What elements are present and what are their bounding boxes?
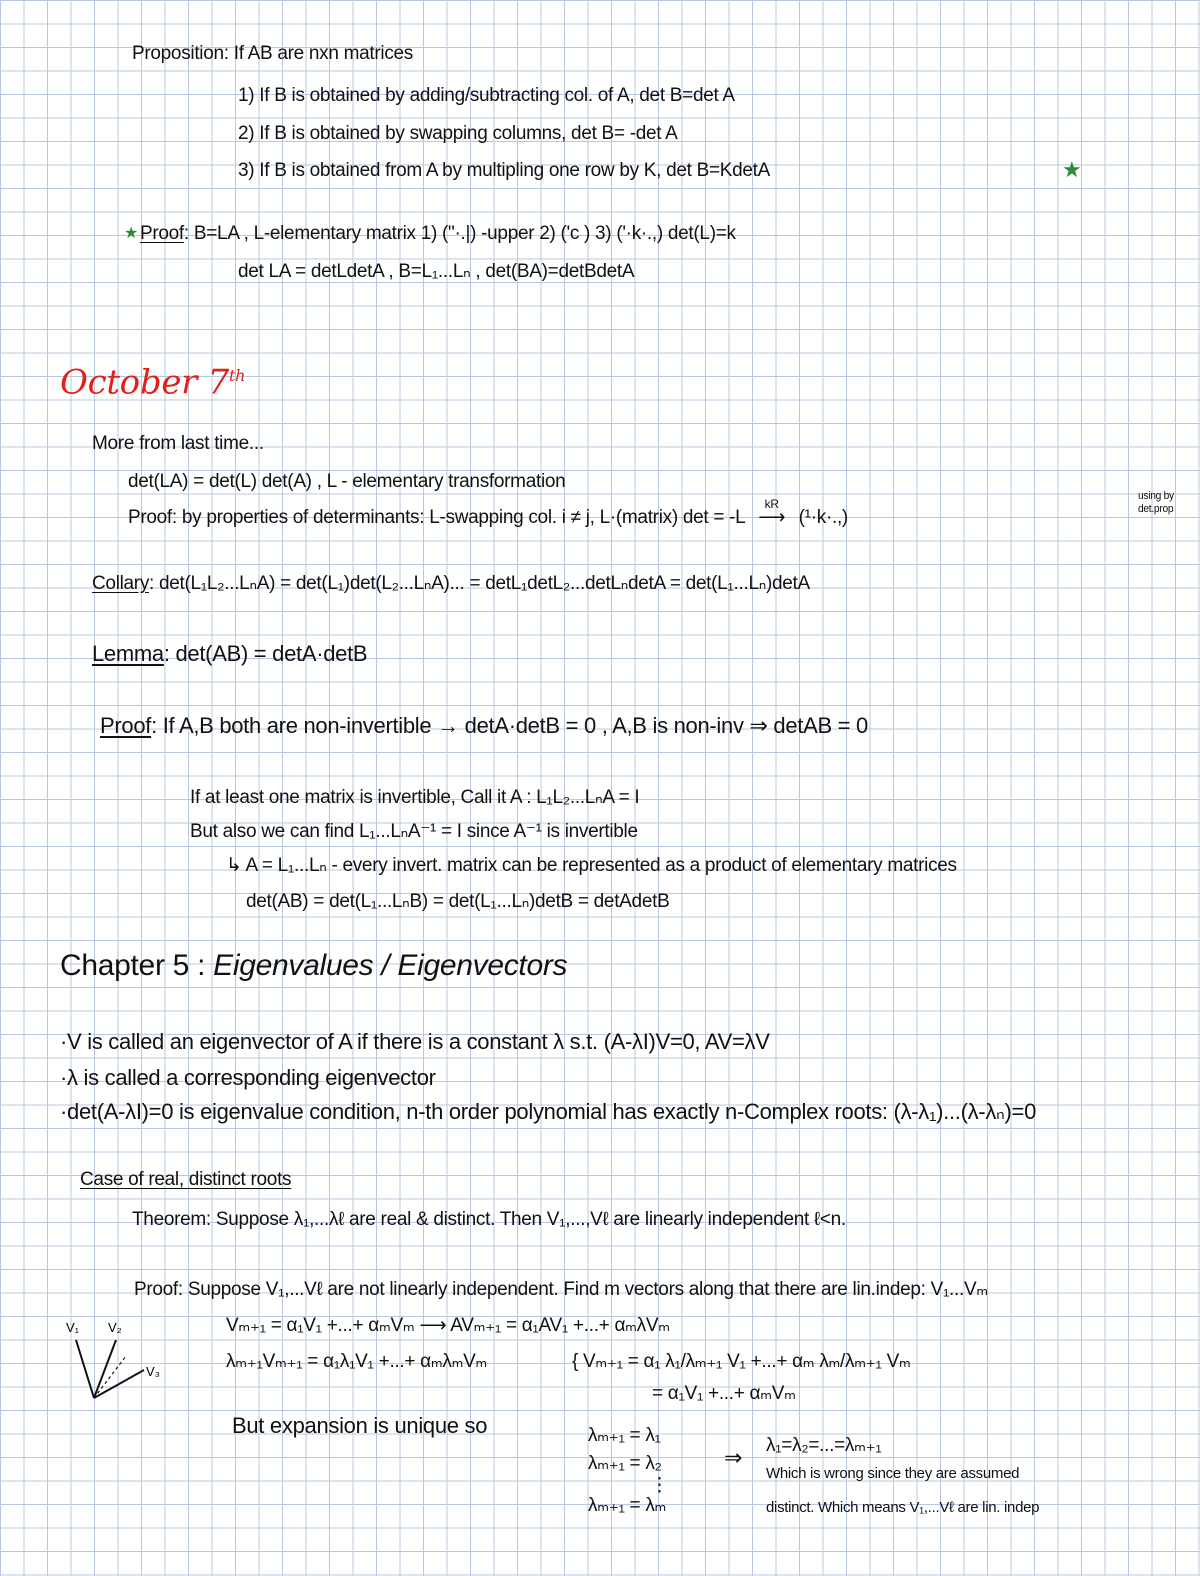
bullet-3: ·det(A-λI)=0 is eigenvalue condition, n-th order polynomial has exactly n-Complex roots: (λ-λ₁)...(λ-λₙ)=0 bbox=[60, 1099, 1037, 1124]
star-marker-icon: ★ bbox=[124, 223, 139, 242]
proof3-conclusion-3: distinct. Which means V₁,...Vℓ are lin. indep bbox=[766, 1499, 1040, 1516]
proof3-conclusion-2: Which is wrong since they are assumed bbox=[766, 1465, 1020, 1482]
proof3-brace-line-1: { Vₘ₊₁ = α₁ λ₁/λₘ₊₁ V₁ +...+ αₘ λₘ/λₘ₊₁ Vₘ bbox=[572, 1351, 911, 1372]
proof2-line-2: If at least one matrix is invertible, Call it A : L₁L₂...LₙA = I bbox=[190, 787, 640, 808]
proof2-line-1 bbox=[100, 712, 868, 740]
proof3-line-1: Proof: Suppose V₁,...Vℓ are not linearly independent. Find m vectors along that there are lin.indep: V₁...Vₘ bbox=[134, 1279, 988, 1300]
proposition-item-2: 2) If B is obtained by swapping columns, det B= -det A bbox=[238, 123, 678, 144]
lemma-line bbox=[92, 640, 367, 668]
more-line-3 bbox=[128, 497, 848, 532]
proposition-item-3: 3) If B is obtained from A by multipling one row by K, det B=KdetA bbox=[238, 160, 771, 181]
chapter5-title: Eigenvalues / Eigenvectors bbox=[213, 949, 568, 982]
vector-v1-line bbox=[76, 1340, 94, 1398]
vector-v3-label: V₃ bbox=[146, 1364, 160, 1379]
proposition-item-1: 1) If B is obtained by adding/subtracting col. of A, det B=det A bbox=[238, 85, 735, 106]
vector-v2-label: V₂ bbox=[108, 1320, 122, 1335]
dashed-vector-line bbox=[94, 1356, 126, 1398]
chapter5-heading bbox=[60, 949, 568, 982]
proof3-eq-2: λₘ₊₁ = λ₂ bbox=[588, 1453, 662, 1474]
proof1-line-1 bbox=[140, 220, 736, 248]
vector-v2-line bbox=[94, 1340, 116, 1398]
lemma-label: Lemma bbox=[92, 641, 164, 666]
october-heading bbox=[60, 356, 245, 402]
more-note: using by det.prop bbox=[1138, 490, 1174, 515]
proof2-text-1: : If A,B both are non-invertible → detA·detB = 0 , A,B is non-inv ⇒ detAB = 0 bbox=[151, 713, 868, 738]
october-heading-text: October 7 bbox=[60, 362, 229, 403]
proof3-conclusion-1: λ₁=λ₂=...=λₘ₊₁ bbox=[766, 1435, 882, 1456]
more-proof-matrix: (¹·k·.,) bbox=[798, 507, 848, 528]
corollary-label: Collary bbox=[92, 573, 150, 594]
bullet-1: ·V is called an eigenvector of A if there is a constant λ s.t. (A-λI)V=0, AV=λV bbox=[60, 1029, 770, 1054]
proof1-label: Proof bbox=[140, 223, 184, 244]
real-roots-heading: Case of real, distinct roots bbox=[80, 1169, 292, 1190]
theorem-line: Theorem: Suppose λ₁,...λℓ are real & distinct. Then V₁,...,Vℓ are linearly independent ℓ<n. bbox=[132, 1209, 846, 1230]
arrow-label: kR bbox=[764, 497, 779, 511]
star-icon: ★ bbox=[1062, 158, 1082, 183]
proof3-brace-line-2: = α₁V₁ +...+ αₘVₘ bbox=[652, 1383, 796, 1404]
proof2-line-3: But also we can find L₁...LₙA⁻¹ = I since A⁻¹ is invertible bbox=[190, 821, 638, 842]
corollary-text: : det(L₁L₂...LₙA) = det(L₁)det(L₂...LₙA)... = detL₁detL₂...detLₙdetA = det(L₁...Lₙ)detA bbox=[149, 573, 810, 594]
proof3-line-2: Vₘ₊₁ = α₁V₁ +...+ αₘVₘ ⟶ AVₘ₊₁ = α₁AV₁ +...+ αₘλVₘ bbox=[226, 1315, 670, 1336]
arrow-with-label: kR ⟶ bbox=[750, 504, 794, 532]
corollary-line bbox=[92, 570, 810, 598]
proof3-line-4: But expansion is unique so bbox=[232, 1413, 488, 1438]
bullet-2: ·λ is called a corresponding eigenvector bbox=[60, 1065, 436, 1090]
implies-arrow: ⇒ bbox=[724, 1445, 743, 1470]
lemma-text: : det(AB) = detA·detB bbox=[163, 641, 368, 666]
proof2-line-5: det(AB) = det(L₁...LₙB) = det(L₁...Lₙ)detB = detAdetB bbox=[246, 891, 670, 912]
vector-sketch bbox=[64, 1318, 184, 1408]
chapter5-label: Chapter 5 : bbox=[60, 949, 206, 982]
proof2-label: Proof bbox=[100, 713, 152, 738]
vector-v1-label: V₁ bbox=[66, 1320, 80, 1335]
proof3-line-3: λₘ₊₁Vₘ₊₁ = α₁λ₁V₁ +...+ αₘλₘVₘ bbox=[226, 1351, 488, 1372]
proof3-eq-1: λₘ₊₁ = λ₁ bbox=[588, 1425, 661, 1446]
proposition-intro: If AB are nxn matrices bbox=[233, 43, 413, 64]
proposition-label: Proposition: bbox=[132, 43, 229, 64]
october-heading-sup: th bbox=[228, 366, 246, 385]
proof3-eq-3: λₘ₊₁ = λₘ bbox=[588, 1495, 667, 1516]
more-proof-text: Proof: by properties of determinants: L-swapping col. i ≠ j, L·(matrix) det = -L bbox=[128, 507, 745, 528]
proof1-text-1: : B=LA , L-elementary matrix 1) ("·.|) -upper 2) ('c ) 3) ('·k·.,) det(L)=k bbox=[183, 223, 736, 244]
more-line-2: det(LA) = det(L) det(A) , L - elementary transformation bbox=[128, 471, 566, 492]
proposition-intro-line bbox=[132, 40, 413, 68]
more-line-1: More from last time... bbox=[92, 433, 264, 454]
vector-v3-line bbox=[94, 1370, 144, 1398]
vertical-dots: ⋮ bbox=[650, 1475, 669, 1496]
proof2-line-4: ↳ A = L₁...Lₙ - every invert. matrix can be represented as a product of elementary matrices bbox=[226, 855, 957, 876]
proof1-line-2: det LA = detLdetA , B=L₁...Lₙ , det(BA)=detBdetA bbox=[238, 261, 635, 282]
